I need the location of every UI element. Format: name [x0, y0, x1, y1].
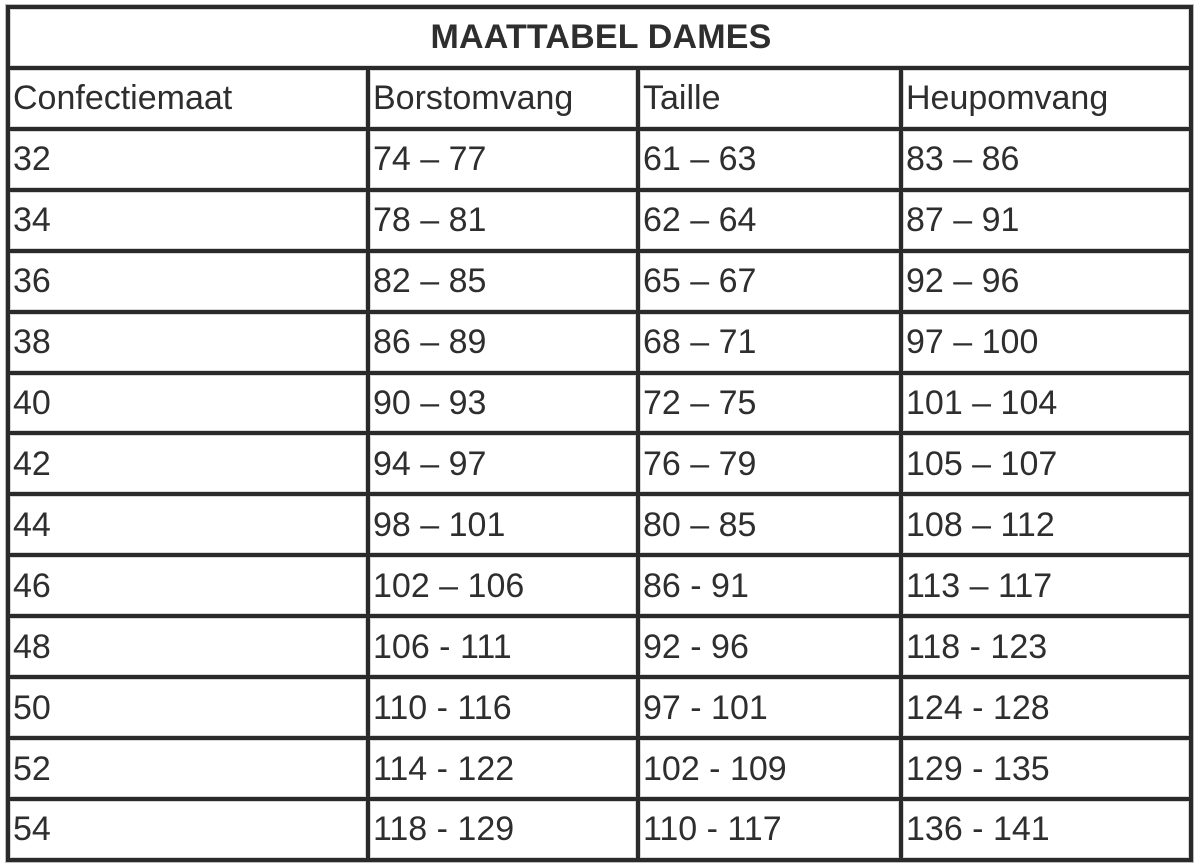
table-row: [8, 251, 1191, 312]
cell-confectiemaat: 54: [8, 799, 368, 860]
cell-taille: 110 - 117: [638, 799, 901, 860]
table-row: [8, 616, 1191, 677]
table-row: [8, 129, 1191, 190]
cell-borstomvang: 86 – 89: [368, 312, 638, 373]
cell-borstomvang: 106 - 111: [368, 616, 638, 677]
table-row: [8, 494, 1191, 555]
cell-heupomvang: 87 – 91: [901, 190, 1191, 251]
cell-confectiemaat: 46: [8, 555, 368, 616]
cell-taille: 62 – 64: [638, 190, 901, 251]
cell-confectiemaat: 48: [8, 616, 368, 677]
table-row: [8, 190, 1191, 251]
cell-taille: 65 – 67: [638, 251, 901, 312]
cell-heupomvang: 113 – 117: [901, 555, 1191, 616]
cell-heupomvang: 129 - 135: [901, 738, 1191, 799]
cell-confectiemaat: 52: [8, 738, 368, 799]
cell-heupomvang: 124 - 128: [901, 677, 1191, 738]
cell-heupomvang: 105 – 107: [901, 433, 1191, 494]
cell-confectiemaat: 38: [8, 312, 368, 373]
cell-heupomvang: 108 – 112: [901, 494, 1191, 555]
table-row: [8, 677, 1191, 738]
cell-taille: 68 – 71: [638, 312, 901, 373]
cell-borstomvang: 114 - 122: [368, 738, 638, 799]
cell-taille: 86 - 91: [638, 555, 901, 616]
cell-taille: 92 - 96: [638, 616, 901, 677]
cell-borstomvang: 74 – 77: [368, 129, 638, 190]
cell-heupomvang: 136 - 141: [901, 799, 1191, 860]
table-body: [8, 7, 1191, 860]
cell-borstomvang: 78 – 81: [368, 190, 638, 251]
cell-heupomvang: 92 – 96: [901, 251, 1191, 312]
cell-borstomvang: 102 – 106: [368, 555, 638, 616]
cell-taille: 61 – 63: [638, 129, 901, 190]
cell-borstomvang: 82 – 85: [368, 251, 638, 312]
table-row: [8, 373, 1191, 434]
header-heupomvang: Heupomvang: [901, 68, 1191, 129]
cell-confectiemaat: 36: [8, 251, 368, 312]
cell-taille: 80 – 85: [638, 494, 901, 555]
cell-taille: 102 - 109: [638, 738, 901, 799]
cell-heupomvang: 83 – 86: [901, 129, 1191, 190]
cell-confectiemaat: 50: [8, 677, 368, 738]
cell-borstomvang: 90 – 93: [368, 373, 638, 434]
table-row: [8, 555, 1191, 616]
size-table: [6, 5, 1193, 862]
cell-borstomvang: 94 – 97: [368, 433, 638, 494]
header-borstomvang: Borstomvang: [368, 68, 638, 129]
cell-borstomvang: 118 - 129: [368, 799, 638, 860]
cell-heupomvang: 101 – 104: [901, 373, 1191, 434]
title-row: [8, 7, 1191, 68]
header-row: [8, 68, 1191, 129]
table-row: [8, 738, 1191, 799]
cell-confectiemaat: 34: [8, 190, 368, 251]
cell-taille: 72 – 75: [638, 373, 901, 434]
cell-confectiemaat: 42: [8, 433, 368, 494]
cell-borstomvang: 98 – 101: [368, 494, 638, 555]
cell-borstomvang: 110 - 116: [368, 677, 638, 738]
cell-confectiemaat: 40: [8, 373, 368, 434]
table-row: [8, 433, 1191, 494]
table-row: [8, 799, 1191, 860]
cell-taille: 97 - 101: [638, 677, 901, 738]
cell-taille: 76 – 79: [638, 433, 901, 494]
cell-confectiemaat: 44: [8, 494, 368, 555]
cell-confectiemaat: 32: [8, 129, 368, 190]
cell-heupomvang: 97 – 100: [901, 312, 1191, 373]
header-taille: Taille: [638, 68, 901, 129]
header-confectiemaat: Confectiemaat: [8, 68, 368, 129]
table-title: MAATTABEL DAMES: [8, 7, 1191, 68]
table-row: [8, 312, 1191, 373]
cell-heupomvang: 118 - 123: [901, 616, 1191, 677]
